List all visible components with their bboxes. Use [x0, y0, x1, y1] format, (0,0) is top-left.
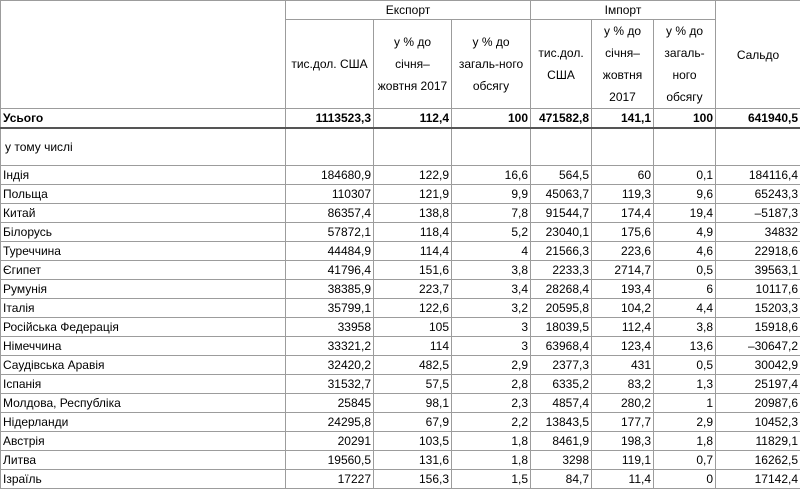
subheading-label: у тому числі	[1, 128, 286, 166]
export-share: 4	[452, 242, 531, 261]
export-share: 1,8	[452, 432, 531, 451]
saldo-value: 15918,6	[716, 318, 800, 337]
import-value: 20595,8	[531, 299, 592, 318]
table-row	[1, 470, 800, 489]
import-value: 6335,2	[531, 375, 592, 394]
export-value: 38385,9	[286, 280, 374, 299]
import-pct: 123,4	[592, 337, 654, 356]
total-export-share: 100	[452, 109, 531, 128]
import-pct: 223,6	[592, 242, 654, 261]
export-pct: 67,9	[374, 413, 452, 432]
country-name: Саудівська Аравія	[1, 356, 286, 375]
table-row	[1, 204, 800, 223]
export-value: 33958	[286, 318, 374, 337]
table-row	[1, 223, 800, 242]
table-row	[1, 242, 800, 261]
import-pct: 198,3	[592, 432, 654, 451]
export-share: 2,3	[452, 394, 531, 413]
saldo-value: 30042,9	[716, 356, 800, 375]
import-value: 45063,7	[531, 185, 592, 204]
saldo-value: –30647,2	[716, 337, 800, 356]
saldo-value: 10117,6	[716, 280, 800, 299]
import-pct: 119,1	[592, 451, 654, 470]
import-share: 0,5	[654, 261, 716, 280]
import-pct: 112,4	[592, 318, 654, 337]
export-value: 33321,2	[286, 337, 374, 356]
table-row	[1, 299, 800, 318]
export-value: 110307	[286, 185, 374, 204]
import-value: 18039,5	[531, 318, 592, 337]
export-share: 5,2	[452, 223, 531, 242]
country-name: Російська Федерація	[1, 318, 286, 337]
export-value: 184680,9	[286, 166, 374, 185]
total-import-share: 100	[654, 109, 716, 128]
import-pct: 83,2	[592, 375, 654, 394]
export-pct: 122,6	[374, 299, 452, 318]
import-value: 28268,4	[531, 280, 592, 299]
country-name: Китай	[1, 204, 286, 223]
import-share: 0,1	[654, 166, 716, 185]
import-share-header: у % до загаль-ного обсягу	[654, 20, 716, 109]
export-share: 7,8	[452, 204, 531, 223]
import-share: 0	[654, 470, 716, 489]
table-row	[1, 337, 800, 356]
export-value: 19560,5	[286, 451, 374, 470]
import-share: 4,4	[654, 299, 716, 318]
import-share: 1,8	[654, 432, 716, 451]
import-value: 4857,4	[531, 394, 592, 413]
export-pct: 114,4	[374, 242, 452, 261]
country-name: Молдова, Республіка	[1, 394, 286, 413]
table-row	[1, 166, 800, 185]
import-share: 19,4	[654, 204, 716, 223]
export-pct: 98,1	[374, 394, 452, 413]
import-pct-header: у % до січня–жовтня 2017	[592, 20, 654, 109]
import-value: 21566,3	[531, 242, 592, 261]
export-pct: 103,5	[374, 432, 452, 451]
import-share: 4,9	[654, 223, 716, 242]
export-share: 3	[452, 318, 531, 337]
table-row	[1, 261, 800, 280]
import-pct: 2714,7	[592, 261, 654, 280]
import-pct: 104,2	[592, 299, 654, 318]
total-saldo: 641940,5	[716, 109, 800, 128]
export-share: 2,2	[452, 413, 531, 432]
import-share: 4,6	[654, 242, 716, 261]
saldo-value: 22918,6	[716, 242, 800, 261]
export-pct: 482,5	[374, 356, 452, 375]
import-pct: 175,6	[592, 223, 654, 242]
import-value: 564,5	[531, 166, 592, 185]
import-value: 84,7	[531, 470, 592, 489]
country-name: Іспанія	[1, 375, 286, 394]
import-value: 23040,1	[531, 223, 592, 242]
export-share: 1,8	[452, 451, 531, 470]
export-group-header: Експорт	[286, 1, 531, 20]
total-import: 471582,8	[531, 109, 592, 128]
export-share: 2,8	[452, 375, 531, 394]
import-pct: 280,2	[592, 394, 654, 413]
import-share: 9,6	[654, 185, 716, 204]
table-row	[1, 451, 800, 470]
export-pct-header: у % до січня–жовтня 2017	[374, 20, 452, 109]
table-row	[1, 432, 800, 451]
export-pct: 223,7	[374, 280, 452, 299]
import-share: 6	[654, 280, 716, 299]
saldo-header: Сальдо	[716, 1, 800, 109]
export-pct: 57,5	[374, 375, 452, 394]
country-name: Румунія	[1, 280, 286, 299]
table-row	[1, 375, 800, 394]
saldo-value: 10452,3	[716, 413, 800, 432]
total-import-pct: 141,1	[592, 109, 654, 128]
export-share: 9,9	[452, 185, 531, 204]
table-row	[1, 185, 800, 204]
export-value: 35799,1	[286, 299, 374, 318]
import-pct: 174,4	[592, 204, 654, 223]
saldo-value: 39563,1	[716, 261, 800, 280]
export-value: 32420,2	[286, 356, 374, 375]
export-share: 16,6	[452, 166, 531, 185]
import-share: 3,8	[654, 318, 716, 337]
export-value: 57872,1	[286, 223, 374, 242]
total-label: Усього	[1, 109, 286, 128]
export-pct: 118,4	[374, 223, 452, 242]
export-value: 44484,9	[286, 242, 374, 261]
table-row	[1, 413, 800, 432]
subheading-row	[1, 128, 800, 166]
export-usd-header: тис.дол. США	[286, 20, 374, 109]
total-row	[1, 109, 800, 128]
export-share: 2,9	[452, 356, 531, 375]
total-export-pct: 112,4	[374, 109, 452, 128]
country-name: Білорусь	[1, 223, 286, 242]
saldo-value: 16262,5	[716, 451, 800, 470]
import-share: 13,6	[654, 337, 716, 356]
saldo-value: 15203,3	[716, 299, 800, 318]
import-value: 13843,5	[531, 413, 592, 432]
country-name: Нідерланди	[1, 413, 286, 432]
import-pct: 60	[592, 166, 654, 185]
saldo-value: 65243,3	[716, 185, 800, 204]
header-corner	[1, 1, 286, 109]
export-share: 3,8	[452, 261, 531, 280]
export-value: 20291	[286, 432, 374, 451]
saldo-value: –5187,3	[716, 204, 800, 223]
import-pct: 177,7	[592, 413, 654, 432]
import-value: 91544,7	[531, 204, 592, 223]
country-name: Литва	[1, 451, 286, 470]
import-share: 1,3	[654, 375, 716, 394]
import-pct: 119,3	[592, 185, 654, 204]
table-row	[1, 356, 800, 375]
import-group-header: Імпорт	[531, 1, 716, 20]
import-pct: 11,4	[592, 470, 654, 489]
export-share: 3	[452, 337, 531, 356]
export-value: 17227	[286, 470, 374, 489]
export-value: 31532,7	[286, 375, 374, 394]
table-row	[1, 394, 800, 413]
import-pct: 193,4	[592, 280, 654, 299]
saldo-value: 34832	[716, 223, 800, 242]
import-value: 3298	[531, 451, 592, 470]
export-share-header: у % до загаль-ного обсягу	[452, 20, 531, 109]
export-value: 25845	[286, 394, 374, 413]
export-pct: 138,8	[374, 204, 452, 223]
country-name: Італія	[1, 299, 286, 318]
saldo-value: 20987,6	[716, 394, 800, 413]
export-share: 3,2	[452, 299, 531, 318]
export-share: 3,4	[452, 280, 531, 299]
import-value: 8461,9	[531, 432, 592, 451]
export-pct: 114	[374, 337, 452, 356]
country-name: Польща	[1, 185, 286, 204]
country-name: Єгипет	[1, 261, 286, 280]
country-name: Німеччина	[1, 337, 286, 356]
export-value: 86357,4	[286, 204, 374, 223]
export-pct: 156,3	[374, 470, 452, 489]
export-pct: 105	[374, 318, 452, 337]
saldo-value: 11829,1	[716, 432, 800, 451]
export-value: 41796,4	[286, 261, 374, 280]
import-value: 63968,4	[531, 337, 592, 356]
import-share: 1	[654, 394, 716, 413]
country-name: Ізраїль	[1, 470, 286, 489]
import-share: 2,9	[654, 413, 716, 432]
import-usd-header: тис.дол. США	[531, 20, 592, 109]
export-share: 1,5	[452, 470, 531, 489]
saldo-value: 17142,4	[716, 470, 800, 489]
import-share: 0,7	[654, 451, 716, 470]
export-pct: 121,9	[374, 185, 452, 204]
export-pct: 131,6	[374, 451, 452, 470]
import-value: 2233,3	[531, 261, 592, 280]
export-pct: 122,9	[374, 166, 452, 185]
saldo-value: 25197,4	[716, 375, 800, 394]
import-value: 2377,3	[531, 356, 592, 375]
header-row-groups	[1, 1, 800, 20]
total-export: 1113523,3	[286, 109, 374, 128]
import-pct: 431	[592, 356, 654, 375]
country-name: Туреччина	[1, 242, 286, 261]
saldo-value: 184116,4	[716, 166, 800, 185]
import-share: 0,5	[654, 356, 716, 375]
country-name: Австрія	[1, 432, 286, 451]
table-row	[1, 280, 800, 299]
export-pct: 151,6	[374, 261, 452, 280]
country-name: Індія	[1, 166, 286, 185]
table-row	[1, 318, 800, 337]
export-value: 24295,8	[286, 413, 374, 432]
